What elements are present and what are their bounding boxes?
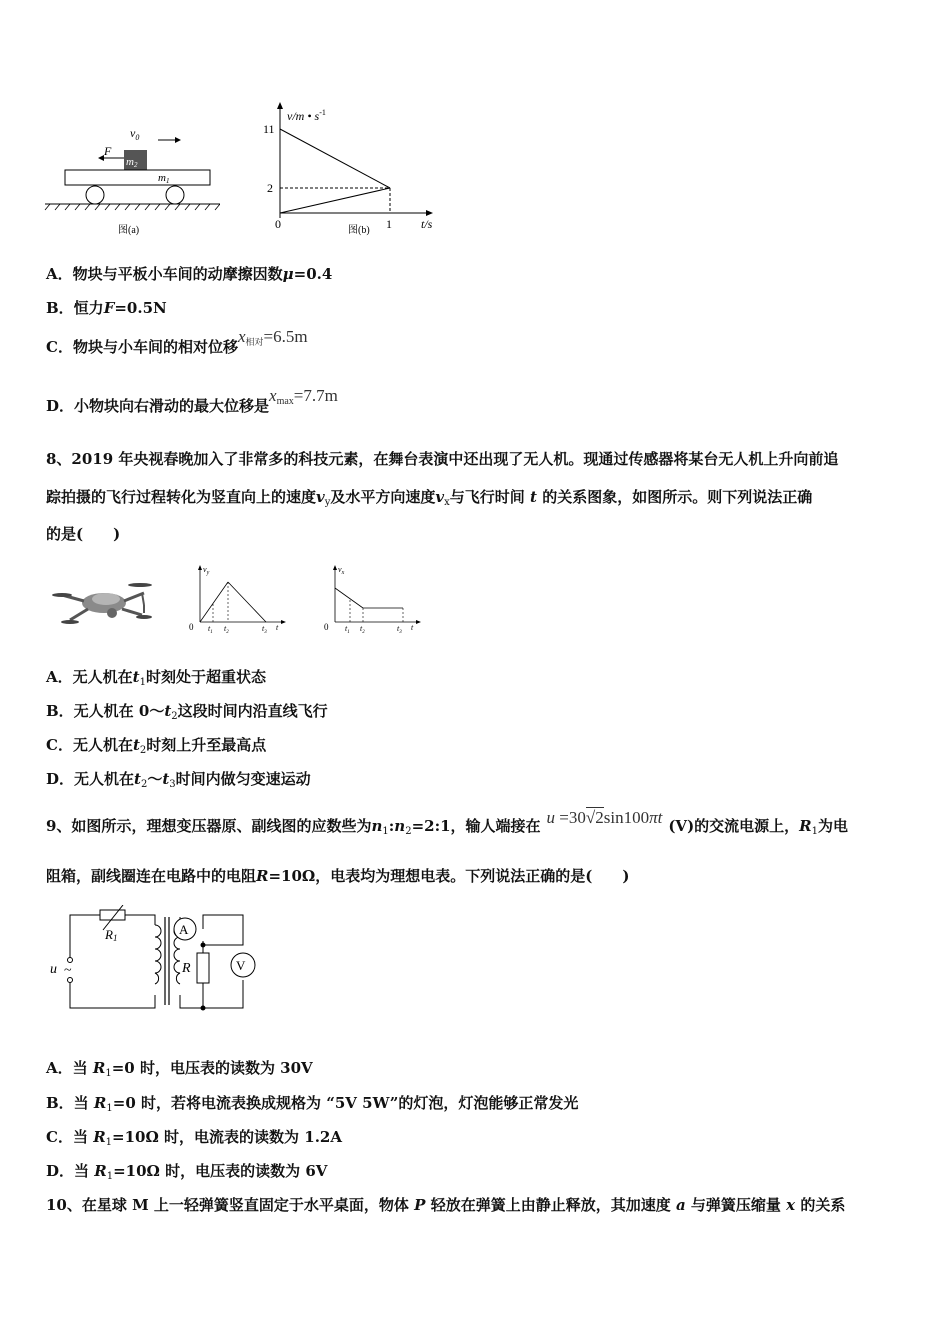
q9-option-a[interactable]: A．当 $R_1=0$ 时，电压表的读数为 30V xyxy=(46,1059,313,1079)
svg-text:t1: $t_1$ xyxy=(345,624,350,635)
y-tick-2: 2 xyxy=(267,181,273,195)
svg-text:t1: $t_1$ xyxy=(208,624,213,635)
transformer-circuit xyxy=(45,905,270,1017)
wheel-left xyxy=(86,186,104,204)
drone-image xyxy=(52,575,152,635)
m2-label: m2 xyxy=(126,156,138,169)
q7-option-b[interactable]: B．恒力F=0.5N xyxy=(46,299,167,317)
q8-option-a[interactable]: A．无人机在$t_1$时刻处于超重状态 xyxy=(46,668,266,688)
x-axis-arrow xyxy=(426,210,433,216)
q8-line-1: 8、2019 年央视春晚加入了非常多的科技元素，在舞台表演中还出现了无人机。现通过传感器将某台无人机上升向前追 xyxy=(46,450,839,468)
propeller-4 xyxy=(136,615,152,619)
svg-text:0: 0 xyxy=(189,622,194,632)
svg-text:R1: R1 xyxy=(105,927,118,943)
q9-option-d[interactable]: D．当 $R_1=10\Omega$ 时，电压表的读数为 6V xyxy=(46,1162,328,1182)
q8-option-c[interactable]: C．无人机在$t_2$时刻上升至最高点 xyxy=(46,736,267,756)
input-terminal-bottom xyxy=(68,978,73,983)
q7-option-d[interactable]: D．小物块向右滑动的最大位移是$x_{max}=7.7m$ xyxy=(46,386,338,415)
svg-text:t: t xyxy=(411,623,414,632)
svg-text:0: 0 xyxy=(324,622,329,632)
propeller-1 xyxy=(52,593,72,597)
svg-text:u: u xyxy=(50,962,57,977)
m1-label: m1 xyxy=(158,172,170,185)
input-terminal-top xyxy=(68,958,73,963)
q7-option-c[interactable]: C．物块与小车间的相对位移$x_{相对}=6.5m$ xyxy=(46,327,308,356)
vy-fall xyxy=(228,582,266,622)
q9-option-c[interactable]: C．当 $R_1=10\Omega$ 时，电流表的读数为 1.2A xyxy=(46,1128,343,1148)
q9-option-b[interactable]: B．当 $R_1=0$ 时，若将电流表换成规格为 “5V 5W”的灯泡，灯泡能够正常发光 xyxy=(46,1094,579,1114)
svg-text:t3: $t_3$ xyxy=(262,624,267,635)
q8-line-2: 踪拍摄的飞行过程转化为竖直向上的速度$v_y$及水平方向速度$v_x$与飞行时间 t 的关系图象，如图所示。则下列说法正确 xyxy=(46,488,813,508)
drone-camera xyxy=(107,608,117,618)
caption-a: 图(a) xyxy=(118,225,140,236)
q8-option-d[interactable]: D．无人机在$t_2\sim t_3$时间内做匀变速运动 xyxy=(46,770,311,790)
svg-text:~: ~ xyxy=(64,963,72,978)
vx-graph xyxy=(323,560,423,640)
y-tick-11: 11 xyxy=(263,122,275,136)
y-axis-arrow xyxy=(277,102,283,109)
q9-line-1: 9、如图所示，理想变压器原、副线图的应数些为$n_1:n_2=2:1$，输人端接在 u =30√2sin100πt (V)的交流电源上，$R_1$为电 xyxy=(46,808,849,837)
figure-b-vt-graph xyxy=(255,100,445,240)
drone-top xyxy=(92,593,120,605)
vy-rise xyxy=(200,582,228,622)
q9-line-2: 阻箱，副线圈连在电路中的电阻R=10Ω，电表均为理想电表。下列说法正确的是( ) xyxy=(46,867,630,885)
x-axis-label: t/s xyxy=(421,217,433,231)
svg-text:A: A xyxy=(179,922,189,937)
q8-line-3: 的是( ) xyxy=(46,525,121,543)
y-axis-label: v/m • $s^{-1}$ xyxy=(287,108,326,123)
wheel-right xyxy=(166,186,184,204)
propeller-2 xyxy=(128,583,152,587)
propeller-3 xyxy=(61,620,79,624)
svg-text:vy: $v_y$ xyxy=(203,565,210,576)
q8-option-b[interactable]: B．无人机在 $0\sim t_2$这段时间内沿直线飞行 xyxy=(46,702,328,722)
primary-coil xyxy=(155,925,161,984)
caption-b: 图(b) xyxy=(348,225,370,236)
cart-board xyxy=(65,170,210,185)
velocity-arrow-head xyxy=(175,137,181,143)
figure-a-cart xyxy=(40,115,220,240)
line-block xyxy=(280,129,390,188)
svg-text:t: t xyxy=(276,623,279,632)
svg-text:R: R xyxy=(182,961,191,976)
vx-decline xyxy=(335,588,363,608)
svg-text:t2: $t_2$ xyxy=(360,624,365,635)
q10-line-1: 10、在星球 M 上一轻弹簧竖直固定于水平桌面，物体 P 轻放在弹簧上由静止释放，其加速度 a 与弹簧压缩量 x 的关系 xyxy=(46,1196,846,1214)
resistor-r xyxy=(197,953,209,983)
force-label: F xyxy=(104,144,112,158)
svg-text:t3: $t_3$ xyxy=(397,624,402,635)
q9-formula: u =30√2sin100πt xyxy=(546,808,663,827)
ground-hatching xyxy=(45,204,220,210)
svg-text:vx: $v_x$ xyxy=(338,565,345,576)
q7-option-a[interactable]: A．物块与平板小车间的动摩擦因数μ=0.4 xyxy=(46,265,333,283)
x-tick-1: 1 xyxy=(386,217,392,231)
svg-text:V: V xyxy=(236,958,246,973)
line-cart xyxy=(280,188,390,213)
vy-graph xyxy=(188,560,288,640)
x-tick-0: 0 xyxy=(275,217,281,231)
v0-label: $v_0$ xyxy=(130,126,140,142)
svg-text:t2: $t_2$ xyxy=(224,624,229,635)
